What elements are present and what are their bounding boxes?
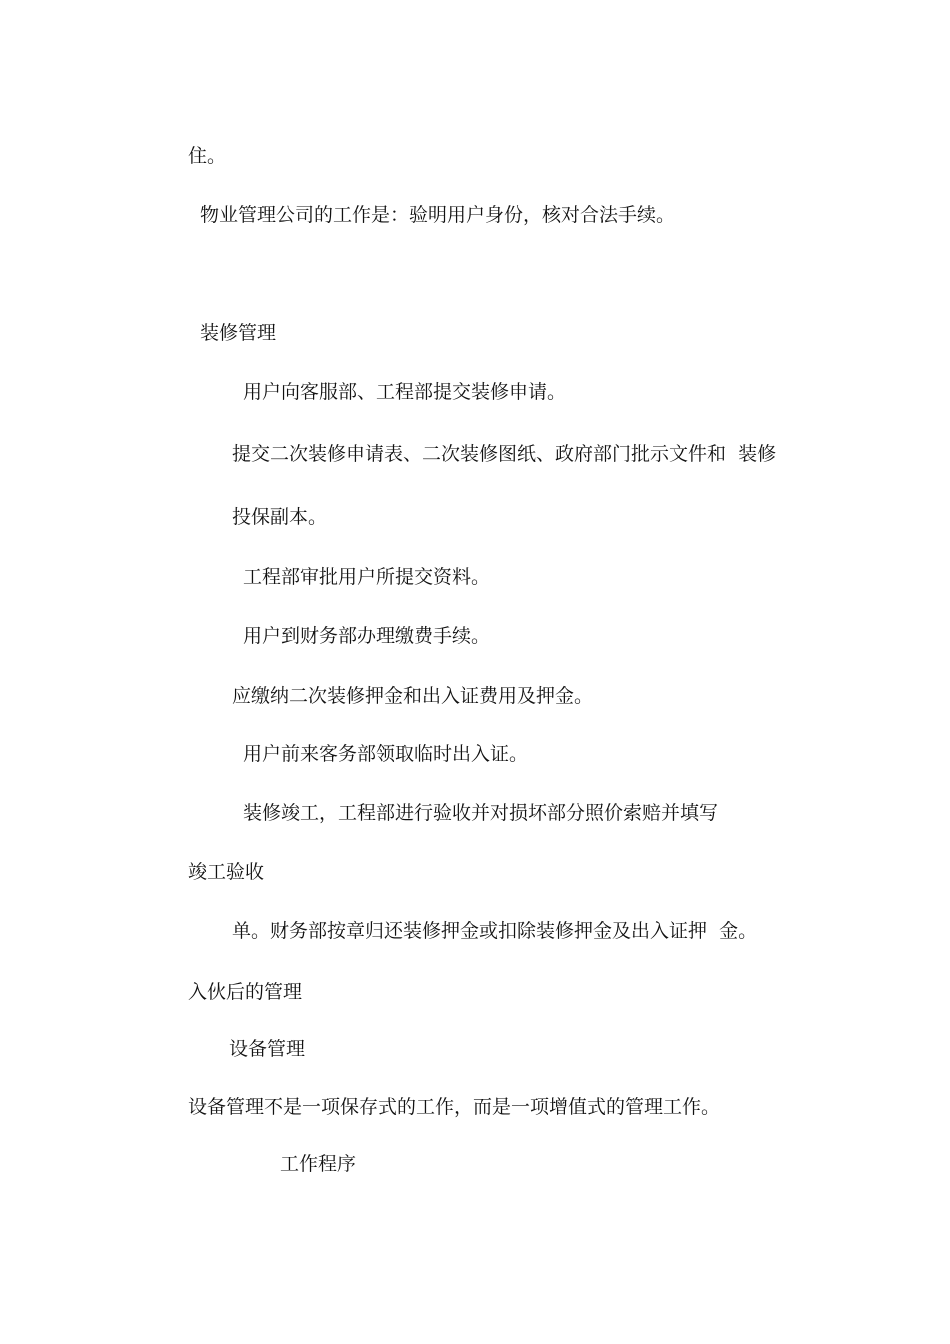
- text-line: 用户向客服部、工程部提交装修申请。: [243, 381, 567, 403]
- text-line: 装修竣工，工程部进行验收并对损坏部分照价索赔并填写: [243, 802, 719, 824]
- subsection-heading: 设备管理: [229, 1038, 306, 1060]
- section-heading: 入伙后的管理: [188, 981, 303, 1003]
- text-line: 用户前来客务部领取临时出入证。: [243, 743, 529, 765]
- text-line: 应缴纳二次装修押金和出入证费用及押金。: [232, 685, 594, 707]
- text-line: 提交二次装修申请表、二次装修图纸、政府部门批示文件和 装修: [232, 443, 777, 465]
- text-line: 住。: [188, 145, 227, 167]
- text-line: 投保副本。: [232, 506, 328, 528]
- text-line: 竣工验收: [188, 861, 265, 883]
- subsection-heading: 工作程序: [280, 1153, 357, 1175]
- text-line: 工程部审批用户所提交资料。: [243, 566, 491, 588]
- text-line: 物业管理公司的工作是：验明用户身份，核对合法手续。: [200, 204, 676, 226]
- text-line: 单。财务部按章归还装修押金或扣除装修押金及出入证押 金。: [232, 920, 758, 942]
- text-line: 用户到财务部办理缴费手续。: [243, 625, 491, 647]
- section-heading: 装修管理: [200, 322, 277, 344]
- text-line: 设备管理不是一项保存式的工作，而是一项增值式的管理工作。: [188, 1096, 721, 1118]
